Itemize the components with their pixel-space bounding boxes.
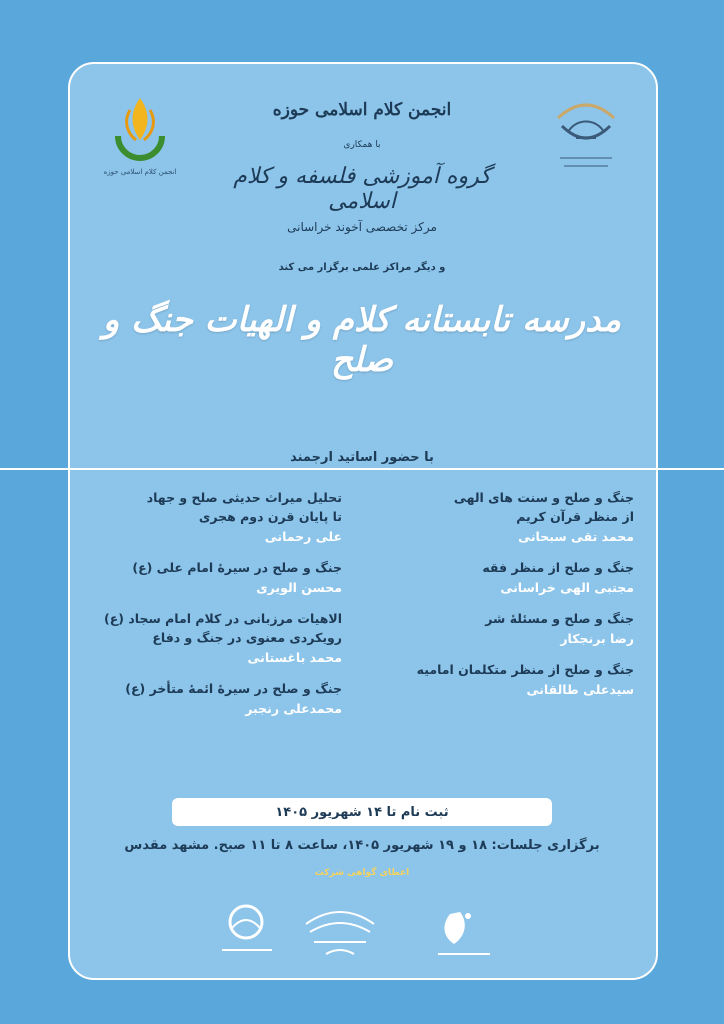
collaboration-label: با همکاری [343, 140, 381, 150]
akhund-khorasani-logo [546, 88, 626, 188]
talks-right-column [372, 488, 634, 711]
group-name: گروه آموزشی فلسفه و کلام اسلامی [233, 164, 491, 214]
kalam-association-logo [100, 88, 180, 198]
talk-speaker: محمدعلی رنجبر [245, 701, 342, 716]
talk-item [80, 488, 342, 548]
talks-left-column [80, 488, 342, 730]
talk-speaker: سیدعلی طالقانی [526, 682, 634, 697]
talk-speaker: محمد تقی سبحانی [518, 529, 634, 544]
talk-title: جنگ و صلح و سنت های الهی از منظر قرآن کریم [453, 490, 634, 524]
talk-title: الاهیات مرزبانی در کلام امام سجاد (ع) رویکردی معنوی در جنگ و دفاع [104, 611, 342, 645]
talk-title: جنگ و صلح از منظر فقه [482, 560, 634, 575]
quran-hadith-research-logo [222, 906, 272, 950]
maaref-institute-logo [438, 912, 490, 954]
talk-title: تحلیل میراث حدیثی صلح و جهاد تا پایان قرن دوم هجری [146, 490, 342, 524]
talk-item [372, 609, 634, 650]
talk-item [372, 660, 634, 701]
registration-deadline: ثبت نام تا ۱۴ شهریور ۱۴۰۵ [172, 798, 552, 826]
talk-title: جنگ و صلح در سیرهٔ امام علی (ع) [132, 560, 342, 575]
horizontal-divider [0, 468, 724, 470]
talk-item [372, 488, 634, 548]
left-logo-caption: انجمن کلام اسلامی حوزه [103, 168, 177, 176]
talk-title: جنگ و صلح در سیرهٔ ائمهٔ متأخر (ع) [125, 681, 342, 696]
alavi-school-logo [306, 912, 374, 954]
talk-speaker: محسن الویری [256, 580, 342, 595]
other-centers-text: و دیگر مراکز علمی برگزار می کند [278, 262, 446, 273]
talk-item [80, 609, 342, 669]
talk-item [80, 558, 342, 599]
talk-speaker: مجتبی الهی خراسانی [500, 580, 634, 595]
center-name: مرکز تخصصی آخوند خراسانی [287, 220, 437, 234]
main-title: مدرسه تابستانه کلام و الهیات جنگ و صلح [102, 300, 622, 380]
sponsor-logos [210, 898, 510, 964]
talk-speaker: علی رحمانی [264, 529, 342, 544]
talk-speaker: محمد باغستانی [247, 650, 342, 665]
professors-subheading: با حضور اساتید ارجمند [212, 450, 512, 465]
talk-item [80, 679, 342, 720]
talk-item [372, 558, 634, 599]
talk-title: جنگ و صلح از منظر متکلمان امامیه [416, 662, 634, 677]
talk-speaker: رضا برنجکار [560, 631, 634, 646]
talk-title: جنگ و صلح و مسئلهٔ شر [485, 611, 634, 626]
sessions-info: برگزاری جلسات: ۱۸ و ۱۹ شهریور ۱۴۰۵، ساعت ۸ تا ۱۱ صبح. مشهد مقدس [124, 838, 600, 853]
org-title: انجمن کلام اسلامی حوزه [272, 100, 452, 120]
certificate-note: اعطای گواهی شرکت [314, 868, 410, 878]
